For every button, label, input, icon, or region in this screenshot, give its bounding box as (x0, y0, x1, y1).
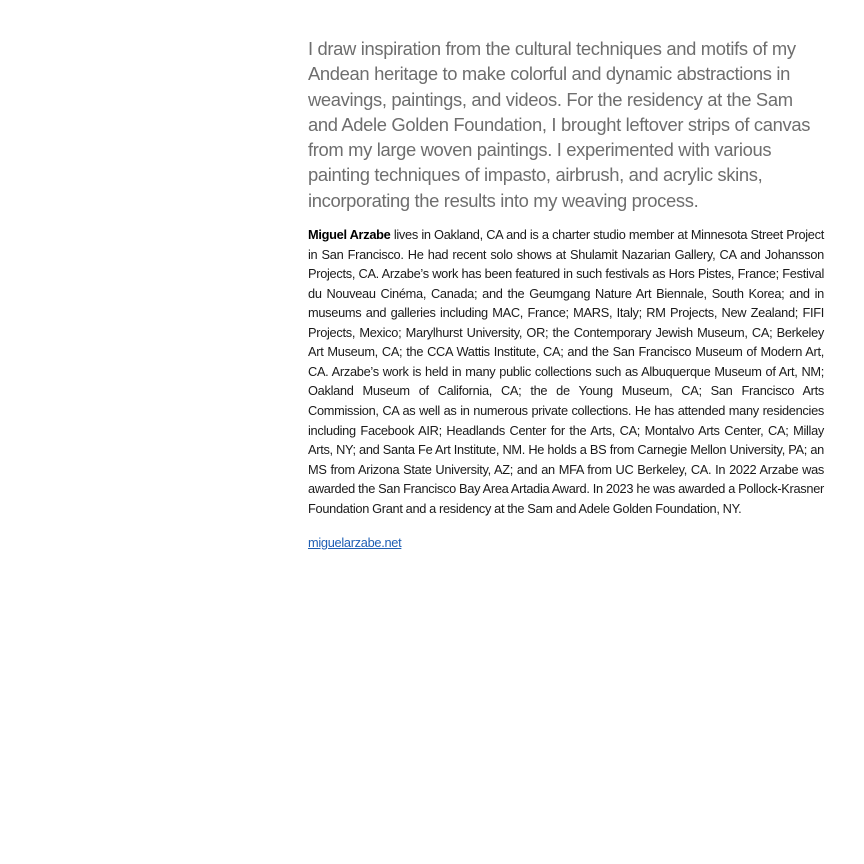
artist-name: Miguel Arzabe (308, 227, 391, 243)
artist-bio (308, 225, 824, 518)
artist-statement: I draw inspiration from the cultural techniques and motifs of my Andean heritage to make colorful and dynamic abstractions in weavings, paintings, and videos. For the residency at the Sam and Adele Golden Foundation, I brought leftover strips of canvas from my large woven paintings. I experimented with various painting techniques of impasto, airbrush, and acrylic skins, incorporating the results into my weaving process. (308, 38, 811, 211)
artist-page-content (308, 36, 824, 552)
artist-website-link[interactable]: miguelarzabe.net (308, 535, 402, 551)
artist-bio-text: lives in Oakland, CA and is a charter studio member at Minnesota Street Project in San Francisco. He had recent solo shows at Shulamit Nazarian Gallery, CA and Johansson Projects, CA. Arzabe’s work has been featured in such festivals as Hors Pistes, France; Festival du Nouveau Cinéma, Canada; and the Geumgang Nature Art Biennale, South Korea; and in museums and galleries including MAC, France; MARS, Italy; RM Projects, New Zealand; FIFI Projects, Mexico; Marylhurst University, OR; the Contemporary Jewish Museum, CA; Berkeley Art Museum, CA; the CCA Wattis Institute, CA; and the San Francisco Museum of Modern Art, CA. Arzabe’s work is held in many public collections such as Albuquerque Museum of Art, NM; Oakland Museum of California, CA; the de Young Museum, CA; San Francisco Arts Commission, CA as well as in numerous private collections. He has attended many residencies including Facebook AIR; Headlands Center for the Arts, CA; Montalvo Arts Center, CA; Millay Arts, NY; and Santa Fe Art Institute, NM. He holds a BS from Carnegie Mellon University, PA; an MS from Arizona State University, AZ; and an MFA from UC Berkeley, CA. In 2022 Arzabe was awarded the San Francisco Bay Area Artadia Award. In 2023 he was awarded a Pollock-Krasner Foundation Grant and a residency at the Sam and Adele Golden Foundation, NY. (308, 227, 824, 516)
